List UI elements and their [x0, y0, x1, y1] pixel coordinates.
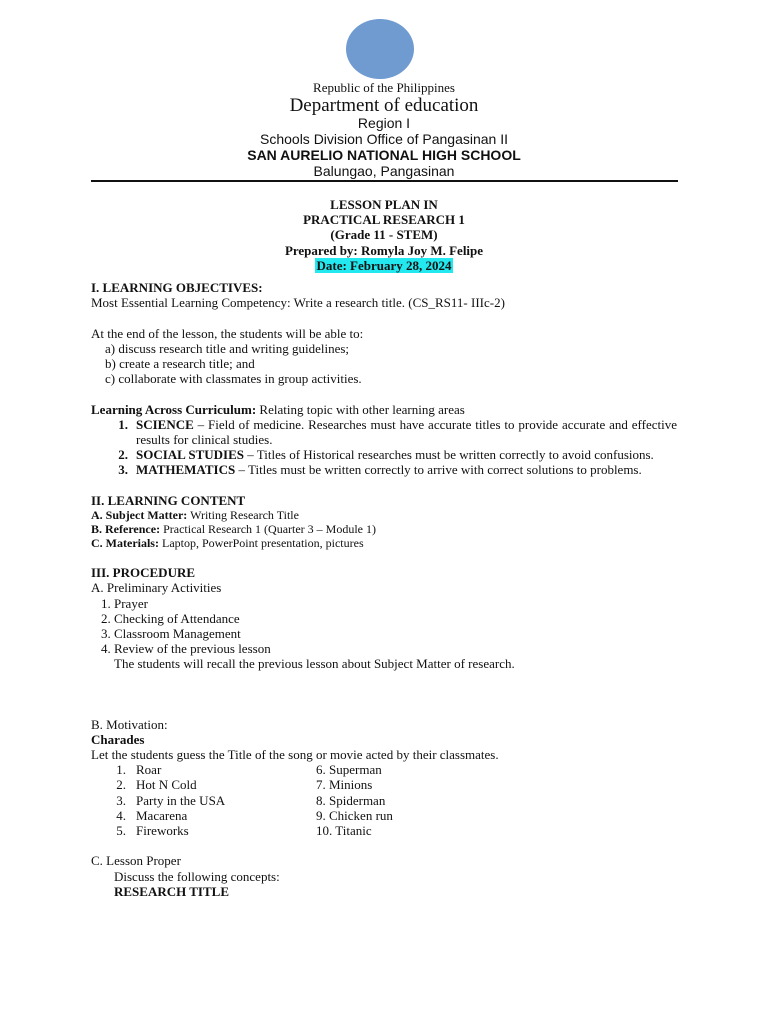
- motivation-heading: B. Motivation:: [91, 716, 168, 732]
- reference: [91, 522, 677, 536]
- lesson-title-block: [0, 197, 768, 273]
- reference-label: B. Reference:: [91, 522, 161, 536]
- curriculum-desc: – Field of medicine. Researches must have accurate titles to provide accurate and effective results for clinical studies.: [136, 416, 677, 447]
- objective-item: b) create a research title; and: [105, 356, 255, 371]
- curriculum-subject: MATHEMATICS: [136, 462, 236, 478]
- curriculum-item: [91, 447, 677, 462]
- list-item: 8. Spiderman: [316, 792, 386, 808]
- prelim-heading: A. Preliminary Activities: [91, 580, 222, 596]
- content-heading: II. LEARNING CONTENT: [91, 492, 246, 508]
- curriculum-label: Learning Across Curriculum:: [91, 401, 257, 417]
- curriculum-item: [91, 462, 677, 477]
- list-item: 3. Party in the USA: [116, 792, 226, 808]
- subject-matter-value: Writing Research Title: [187, 508, 299, 522]
- objectives-intro: At the end of the lesson, the students will be able to:: [91, 325, 364, 341]
- prelim-item: 3. Classroom Management: [101, 626, 241, 641]
- review-text: The students will recall the previous lesson about Subject Matter of research.: [114, 656, 515, 672]
- header-location: Balungao, Pangasinan: [313, 163, 455, 179]
- curriculum-subject: SOCIAL STUDIES: [136, 447, 245, 463]
- title-line-1: LESSON PLAN IN: [330, 197, 438, 212]
- curriculum-text: Relating topic with other learning areas: [256, 401, 465, 417]
- header-region: Region I: [357, 115, 411, 131]
- charades-column-left: [91, 762, 316, 838]
- list-item: 4. Macarena: [116, 807, 188, 823]
- list-item: 1. Roar: [116, 762, 162, 778]
- charades-list: [91, 762, 677, 838]
- list-item: 5. Fireworks: [116, 823, 189, 839]
- list-item: 6. Superman: [316, 762, 382, 778]
- header-school: SAN AURELIO NATIONAL HIGH SCHOOL: [247, 147, 521, 163]
- charades-column-right: [316, 762, 393, 838]
- prelim-item: 4. Review of the previous lesson: [101, 641, 271, 657]
- lesson-proper-heading: C. Lesson Proper: [91, 853, 181, 869]
- header-republic: Republic of the Philippines: [313, 80, 455, 95]
- lesson-topic: RESEARCH TITLE: [114, 883, 229, 899]
- prepared-by: Prepared by: Romyla Joy M. Felipe: [284, 242, 484, 258]
- curriculum-item: [91, 417, 677, 447]
- curriculum-desc: – Titles must be written correctly to arrive with correct solutions to problems.: [235, 462, 642, 478]
- title-line-3: (Grade 11 - STEM): [330, 227, 438, 243]
- subject-matter-label: A. Subject Matter:: [91, 508, 188, 522]
- header-division: Schools Division Office of Pangasinan II: [260, 131, 508, 147]
- curriculum-subject: SCIENCE: [136, 416, 194, 432]
- curriculum-item-number: 2.: [118, 447, 128, 463]
- lesson-date: Date: February 28, 2024: [316, 257, 452, 273]
- objective-item: a) discuss research title and writing guidelines;: [105, 340, 350, 356]
- subject-matter: [91, 508, 677, 522]
- list-item: 7. Minions: [316, 777, 373, 793]
- materials: [91, 536, 677, 550]
- materials-label: C. Materials:: [91, 536, 159, 550]
- curriculum-line: [91, 402, 677, 417]
- header-divider: [91, 180, 678, 182]
- objective-item: c) collaborate with classmates in group activities.: [105, 371, 362, 387]
- motivation-text: Let the students guess the Title of the song or movie acted by their classmates.: [91, 747, 499, 763]
- title-line-2: PRACTICAL RESEARCH 1: [303, 212, 465, 228]
- melc-text: Most Essential Learning Competency: Write a research title. (CS_RS11- IIIc-2): [91, 295, 505, 311]
- list-item: 10. Titanic: [316, 823, 372, 839]
- curriculum-item-number: 3.: [118, 462, 128, 478]
- objectives-heading: I. LEARNING OBJECTIVES:: [91, 280, 263, 295]
- reference-value: Practical Research 1 (Quarter 3 – Module 1): [160, 522, 376, 536]
- lesson-proper-text: Discuss the following concepts:: [114, 868, 280, 884]
- lesson-body: [91, 280, 677, 899]
- list-item: 9. Chicken run: [316, 807, 393, 823]
- motivation-title: Charades: [91, 731, 145, 747]
- curriculum-list: [91, 417, 677, 478]
- curriculum-item-number: 1.: [118, 416, 128, 432]
- procedure-heading: III. PROCEDURE: [91, 565, 196, 581]
- prelim-item: 1. Prayer: [101, 595, 148, 611]
- list-item: 2. Hot N Cold: [116, 777, 197, 793]
- prelim-item: 2. Checking of Attendance: [101, 610, 240, 626]
- curriculum-desc: – Titles of Historical researches must be written correctly to avoid confusions.: [244, 447, 654, 463]
- school-seal-logo: [346, 19, 414, 79]
- materials-value: Laptop, PowerPoint presentation, pictures: [158, 536, 364, 550]
- header-department: Department of education: [289, 95, 479, 116]
